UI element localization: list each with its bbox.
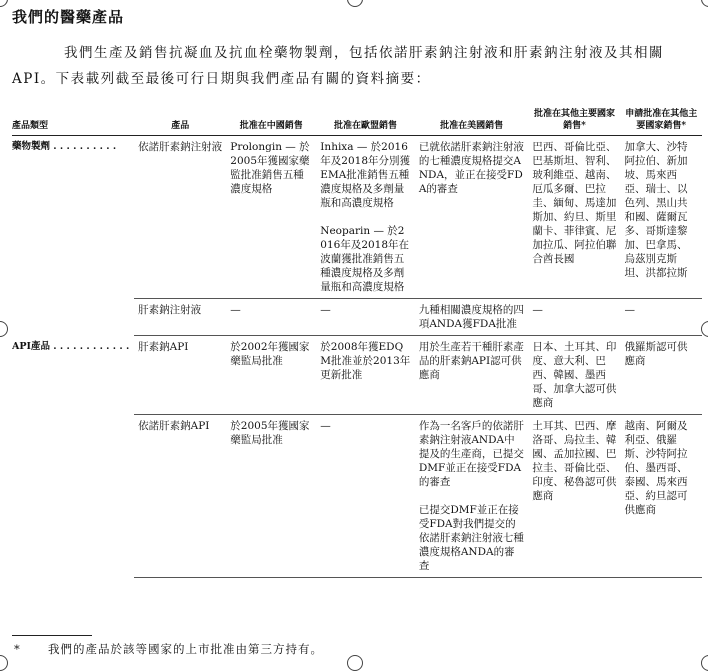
cell-paragraph: 已提交DMF並正在接受FDA對我們提交的依諾肝素鈉注射液七種濃度規格ANDA的審查 xyxy=(418,504,524,572)
header-us: 批准在美國銷售 xyxy=(415,108,529,136)
row-category: API產品 . . . . . . . . . . . . xyxy=(12,340,130,352)
table-header-row xyxy=(12,108,702,136)
cell-paragraph: 於2002年獲國家藥監局批准 xyxy=(230,341,310,367)
cell-us xyxy=(415,136,529,299)
row-category xyxy=(12,299,134,336)
row-category: 藥物製劑 . . . . . . . . . . xyxy=(12,141,117,152)
cell-product: 依諾肝素鈉注射液 xyxy=(134,136,226,299)
cell-paragraph: — xyxy=(532,304,543,316)
binder-hole-mid-right xyxy=(701,321,708,337)
footnote-marker: * xyxy=(14,642,21,656)
cell-paragraph: 於2005年獲國家藥監局批准 xyxy=(230,420,310,446)
intro-paragraph xyxy=(12,40,697,92)
binder-hole-bottom-center xyxy=(347,655,363,671)
cell-other-pending xyxy=(621,336,702,415)
cell-product: 肝素鈉API xyxy=(134,336,226,415)
footnote xyxy=(14,641,323,657)
cell-other-approved xyxy=(528,299,620,336)
footnote-text: 我們的產品於該等國家的上市批准由第三方持有。 xyxy=(48,642,323,656)
cell-paragraph: — xyxy=(320,304,331,316)
header-other-approved: 批准在其他主要國家銷售* xyxy=(528,108,620,136)
cell-other-approved xyxy=(528,336,620,415)
header-eu: 批准在歐盟銷售 xyxy=(316,108,415,136)
cell-paragraph: — xyxy=(320,420,331,432)
cell-paragraph: 加拿大、沙特阿拉伯、新加坡、馬來西亞、瑞士、以色列、黑山共和國、薩爾瓦多、哥斯達黎加、巴拿馬、烏茲別克斯坦、洪都拉斯 xyxy=(624,141,688,279)
intro-text: 我們生產及銷售抗凝血及抗血栓藥物製劑，包括依諾肝素鈉注射液和肝素鈉注射液及其相關API。下表載列截至最後可行日期與我們產品有關的資料摘要： xyxy=(12,45,664,87)
binder-hole-bottom-right xyxy=(701,655,708,671)
cell-paragraph: 越南、阿爾及利亞、俄羅斯、沙特阿拉伯、墨西哥、泰國、馬來西亞、約旦認可供應商 xyxy=(624,420,688,516)
cell-eu xyxy=(316,136,415,299)
cell-eu xyxy=(316,299,415,336)
cell-other-pending xyxy=(621,136,702,299)
cell-paragraph: Neoparin — 於2016年及2018年在波蘭獲批准銷售五種濃度規格及多劑量瓶和高濃度規格 xyxy=(320,225,410,293)
table-row xyxy=(12,299,702,336)
cell-product: 依諾肝素鈉API xyxy=(134,415,226,578)
cell-us xyxy=(415,415,529,578)
cell-paragraph: 巴西、哥倫比亞、巴基斯坦、智利、玻利維亞、越南、厄瓜多爾、巴拉圭、緬甸、馬達加斯加、約旦、斯里蘭卡、菲律賓、尼加拉瓜、阿拉伯聯合酋長國 xyxy=(532,141,617,265)
binder-hole-mid-left xyxy=(0,321,8,337)
header-product: 產品 xyxy=(134,108,226,136)
cell-paragraph: 土耳其、巴西、摩洛哥、烏拉圭、韓國、孟加拉國、巴拉圭、哥倫比亞、印度、秘魯認可供應商 xyxy=(532,420,617,502)
cell-paragraph: Prolongin — 於2005年獲國家藥監批准銷售五種濃度規格 xyxy=(230,141,310,195)
cell-paragraph: 用於生產若干種肝素產品的肝素鈉API認可供應商 xyxy=(418,341,524,381)
cell-paragraph: 九種相關濃度規格的四項ANDA獲FDA批准 xyxy=(418,304,524,330)
cell-china xyxy=(226,415,316,578)
table-row xyxy=(12,415,702,578)
cell-paragraph: 俄羅斯認可供應商 xyxy=(624,341,688,367)
row-category xyxy=(12,415,134,578)
footnote-divider xyxy=(12,635,92,636)
cell-other-pending xyxy=(621,415,702,578)
binder-hole-top-left xyxy=(0,0,8,7)
cell-paragraph: 於2008年獲EDQM批准並於2013年更新批准 xyxy=(320,341,411,381)
cell-us xyxy=(415,299,529,336)
cell-paragraph: 日本、土耳其、印度、意大利、巴西、韓國、墨西哥、加拿大認可供應商 xyxy=(532,341,617,409)
cell-paragraph: — xyxy=(624,304,636,316)
cell-paragraph: 已就依諾肝素鈉注射液的七種濃度規格提交ANDA，並正在接受FDA的審查 xyxy=(418,141,524,195)
header-china: 批准在中國銷售 xyxy=(226,108,316,136)
product-table xyxy=(12,108,702,578)
binder-hole-bottom-left xyxy=(0,655,8,671)
cell-us xyxy=(415,336,529,415)
cell-other-approved xyxy=(528,136,620,299)
cell-other-pending xyxy=(621,299,702,336)
binder-hole-top-center xyxy=(347,0,363,7)
header-category: 產品類型 xyxy=(12,108,134,136)
cell-china xyxy=(226,136,316,299)
cell-paragraph: Inhixa — 於2016年及2018年分別獲EMA批准銷售五種濃度規格及多劑量瓶和高濃度規格 xyxy=(320,141,411,209)
table-row xyxy=(12,336,702,415)
cell-paragraph: 作為一名客戶的依諾肝素鈉注射液ANDA中提及的生產商，已提交DMF並正在接受FDA的審查 xyxy=(418,420,524,488)
cell-china xyxy=(226,299,316,336)
section-heading: 我們的醫藥產品 xyxy=(12,8,125,26)
cell-other-approved xyxy=(528,415,620,578)
cell-eu xyxy=(316,336,415,415)
binder-hole-top-right xyxy=(701,0,708,7)
header-other-pending: 申請批准在其他主要國家銷售* xyxy=(621,108,702,136)
cell-china xyxy=(226,336,316,415)
cell-product: 肝素鈉注射液 xyxy=(134,299,226,336)
table-row xyxy=(12,136,702,299)
cell-paragraph: — xyxy=(230,304,241,316)
cell-eu xyxy=(316,415,415,578)
